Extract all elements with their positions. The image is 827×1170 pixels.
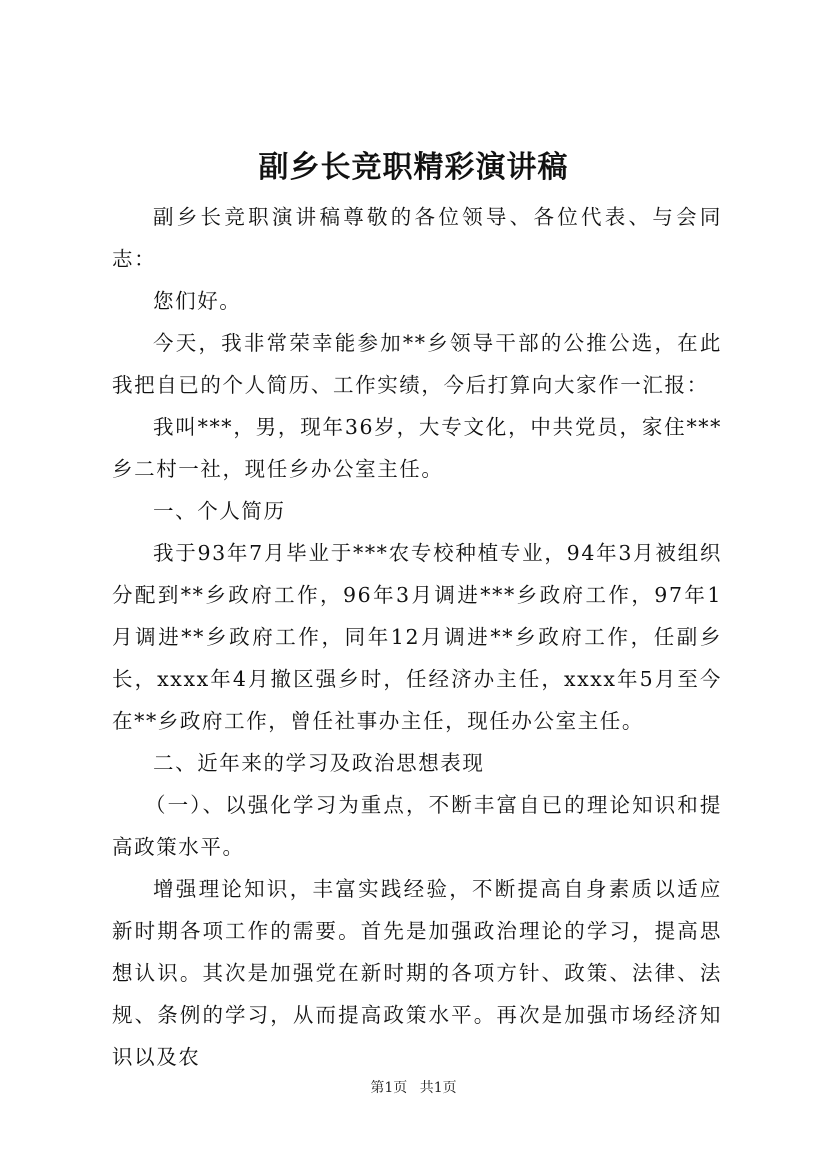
paragraph-greeting: 您们好。 [153, 289, 242, 313]
page-number-current: 第1页 [370, 1080, 408, 1096]
paragraph-self-intro: 我叫***，男，现年36岁，大专文化，中共党员，家住***乡二村一社，现任乡办公室主任。 [112, 415, 722, 481]
page-number-total: 共1页 [419, 1080, 457, 1096]
document-title: 副乡长竞职精彩演讲稿 [258, 150, 569, 185]
section-heading-study: 二、近年来的学习及政治思想表现 [153, 751, 485, 775]
paragraph-resume: 我于93年7月毕业于***农专校种植专业，94年3月被组织分配到**乡政府工作，96年3月调进***乡政府工作，97年1月调进**乡政府工作，同年12月调进**乡政府工作，任副乡长，xxxx年4月撤区强乡时，任经济办主任，xxxx年5月至今在**乡政府工作，曾任社事办主任，现任办公室主任。 [112, 541, 722, 733]
paragraph-intro: 今天，我非常荣幸能参加**乡领导干部的公推公选，在此我把自已的个人简历、工作实绩，今后打算向大家作一汇报： [112, 331, 722, 397]
subsection-heading-study: （一）、以强化学习为重点，不断丰富自已的理论知识和提高政策水平。 [112, 793, 722, 859]
page-footer [0, 1078, 827, 1098]
section-heading-resume: 一、个人简历 [153, 499, 286, 523]
paragraph-salutation: 副乡长竞职演讲稿尊敬的各位领导、各位代表、与会同志： [112, 205, 722, 271]
document-body [112, 196, 722, 1078]
paragraph-study: 增强理论知识，丰富实践经验，不断提高自身素质以适应新时期各项工作的需要。首先是加强政治理论的学习，提高思想认识。其次是加强党在新时期的各项方针、政策、法律、法规、条例的学习，从而提高政策水平。再次是加强市场经济知识以及农 [112, 877, 722, 1069]
